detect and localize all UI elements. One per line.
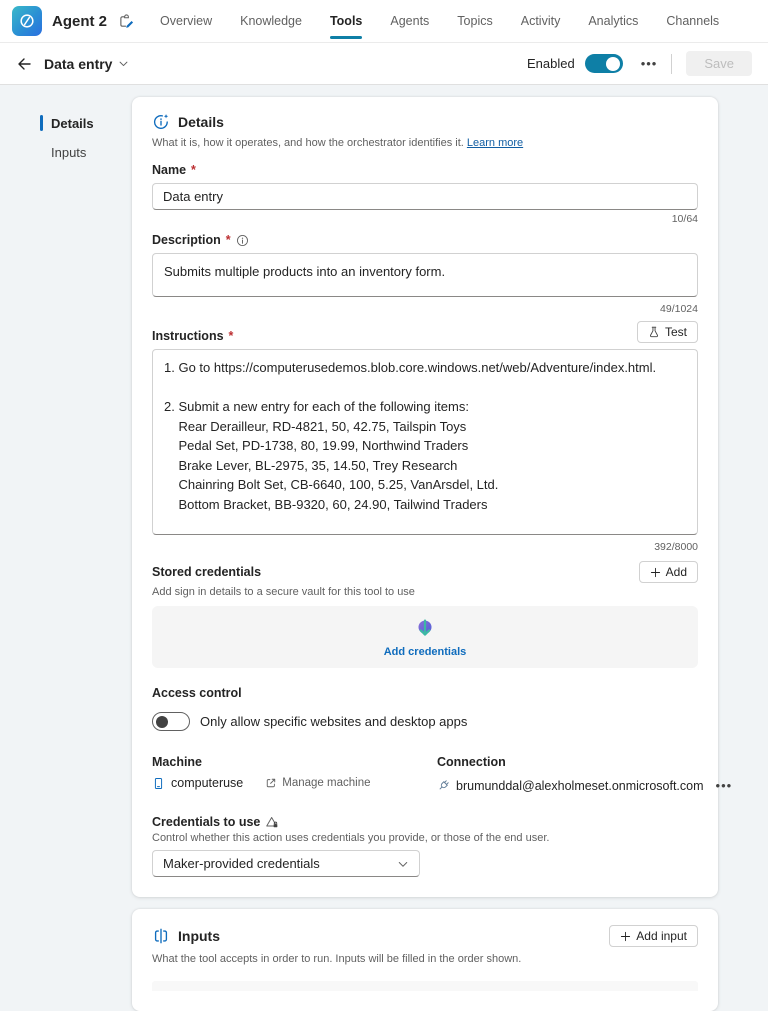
top-app-bar bbox=[0, 0, 768, 43]
plug-icon bbox=[437, 779, 450, 792]
plus-icon bbox=[620, 931, 631, 942]
tab-knowledge[interactable]: Knowledge bbox=[240, 14, 302, 28]
connection-column bbox=[437, 755, 736, 795]
instructions-input[interactable] bbox=[152, 349, 698, 535]
description-input[interactable] bbox=[152, 253, 698, 297]
add-credentials-link[interactable]: Add credentials bbox=[383, 646, 467, 658]
plus-icon bbox=[650, 567, 661, 578]
credentials-empty-panel bbox=[152, 606, 698, 668]
name-input[interactable] bbox=[152, 183, 698, 210]
stored-credentials-title: Stored credentials bbox=[152, 565, 262, 579]
description-counter: 49/1024 bbox=[660, 303, 698, 315]
add-credentials-button[interactable]: Add bbox=[639, 561, 698, 583]
access-control-toggle-label: Only allow specific websites and desktop apps bbox=[200, 714, 468, 729]
inputs-table-header bbox=[152, 981, 698, 991]
vault-icon bbox=[412, 616, 438, 642]
warning-lock-icon[interactable] bbox=[265, 815, 279, 829]
tab-analytics[interactable]: Analytics bbox=[588, 14, 639, 28]
credentials-to-use-label: Credentials to use bbox=[152, 815, 698, 829]
beaker-icon bbox=[648, 326, 660, 338]
info-icon[interactable] bbox=[236, 234, 249, 247]
edit-agent-icon[interactable] bbox=[119, 14, 134, 29]
add-input-button[interactable]: Add input bbox=[609, 925, 698, 947]
inputs-card bbox=[132, 909, 718, 1011]
machine-icon bbox=[152, 777, 165, 790]
details-icon bbox=[152, 113, 170, 131]
access-control-title: Access control bbox=[152, 686, 242, 700]
divider bbox=[671, 54, 672, 74]
stored-credentials-helper: Add sign in details to a secure vault for this tool to use bbox=[152, 586, 415, 598]
details-card bbox=[132, 97, 733, 897]
tool-title-dropdown[interactable] bbox=[44, 56, 129, 72]
tab-channels[interactable]: Channels bbox=[666, 14, 720, 28]
connection-label: Connection bbox=[437, 755, 506, 769]
top-nav-tabs bbox=[160, 0, 719, 42]
external-link-icon bbox=[265, 777, 277, 789]
credentials-select[interactable]: Maker-provided credentials bbox=[152, 850, 420, 877]
name-counter: 10/64 bbox=[671, 213, 698, 225]
tool-title: Data entry bbox=[44, 55, 113, 72]
tab-overview[interactable]: Overview bbox=[160, 14, 213, 28]
description-label: Description * bbox=[152, 233, 698, 247]
brand bbox=[12, 0, 134, 42]
machine-column bbox=[152, 755, 437, 795]
agent-logo-icon bbox=[12, 6, 42, 36]
instructions-counter: 392/8000 bbox=[654, 541, 698, 553]
details-title: Details bbox=[178, 114, 224, 130]
manage-machine-link[interactable]: Manage machine bbox=[265, 777, 370, 789]
chevron-down-icon bbox=[397, 858, 409, 870]
tool-toolbar bbox=[0, 43, 768, 85]
credentials-to-use-helper: Control whether this action uses credentials you provide, or those of the end user. bbox=[152, 832, 550, 844]
machine-label: Machine bbox=[152, 755, 203, 769]
tab-activity[interactable]: Activity bbox=[520, 14, 561, 28]
enabled-toggle[interactable] bbox=[585, 54, 623, 73]
tab-agents[interactable]: Agents bbox=[390, 14, 430, 28]
sidebar-item-details[interactable]: Details bbox=[40, 115, 94, 131]
section-sidebar bbox=[40, 115, 94, 174]
tab-topics[interactable]: Topics bbox=[457, 14, 493, 28]
details-subtitle: What it is, how it operates, and how the orchestrator identifies it. Learn more bbox=[152, 137, 524, 149]
agent-name: Agent 2 bbox=[52, 12, 108, 30]
enabled-label: Enabled bbox=[526, 56, 575, 71]
selected-indicator bbox=[40, 115, 43, 131]
back-button[interactable] bbox=[16, 56, 32, 72]
test-button[interactable]: Test bbox=[637, 321, 698, 343]
machine-name: computeruse bbox=[171, 776, 244, 790]
toolbar-right bbox=[527, 51, 752, 76]
tab-tools[interactable]: Tools bbox=[330, 0, 362, 42]
connection-value: brumunddal@alexholmeset.onmicrosoft.com bbox=[456, 778, 704, 793]
content-area bbox=[0, 85, 768, 1011]
inputs-helper: What the tool accepts in order to run. Inputs will be filled in the order shown. bbox=[152, 953, 522, 965]
instructions-label: Instructions * bbox=[152, 329, 234, 343]
chevron-down-icon bbox=[118, 58, 129, 69]
sidebar-item-inputs[interactable]: Inputs bbox=[51, 145, 87, 160]
connection-more-button[interactable]: ••• bbox=[715, 778, 733, 793]
access-control-toggle[interactable] bbox=[152, 712, 190, 731]
save-button[interactable]: Save bbox=[686, 51, 752, 76]
more-options-button[interactable]: ••• bbox=[640, 56, 658, 71]
inputs-icon bbox=[152, 927, 170, 945]
inputs-title: Inputs bbox=[178, 928, 220, 944]
name-label: Name * bbox=[152, 163, 196, 177]
learn-more-link[interactable]: Learn more bbox=[466, 137, 524, 149]
